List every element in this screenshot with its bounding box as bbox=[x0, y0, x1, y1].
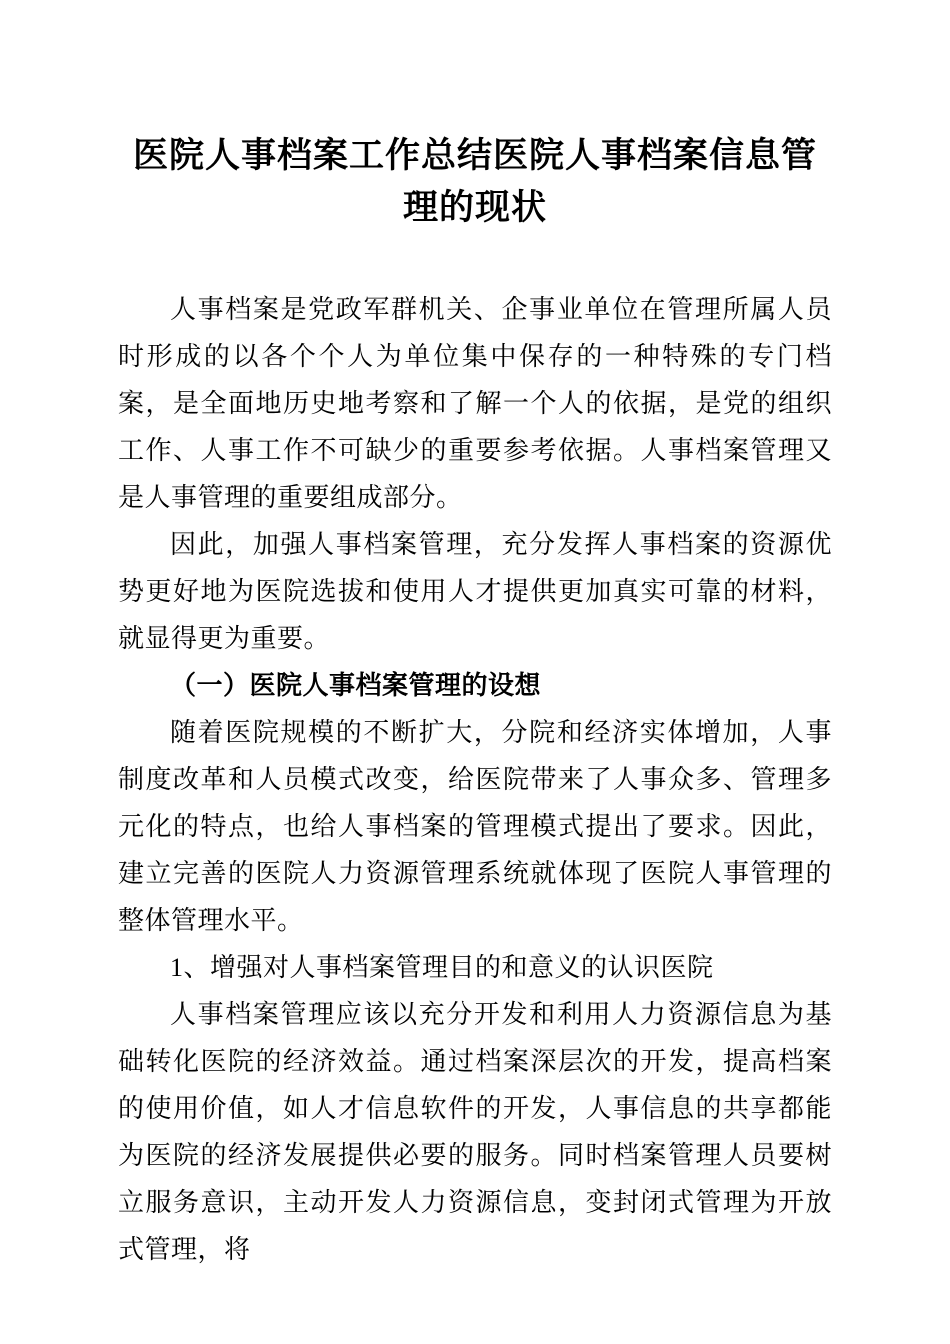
paragraph: 人事档案是党政军群机关、企事业单位在管理所属人员时形成的以各个个人为单位集中保存的一种特殊的专门档案，是全面地历史地考察和了解一个人的依据，是党的组织工作、人事工作不可缺少的重要参考依据。人事档案管理又是人事管理的重要组成部分。 bbox=[118, 295, 832, 512]
paragraph-heading: （一）医院人事档案管理的设想 bbox=[170, 671, 542, 700]
paragraph-subheading: 1、增强对人事档案管理目的和意义的认识医院 bbox=[170, 953, 714, 982]
document-body bbox=[118, 286, 832, 1273]
paragraph: 人事档案管理应该以充分开发和利用人力资源信息为基础转化医院的经济效益。通过档案深层次的开发，提高档案的使用价值，如人才信息软件的开发，人事信息的共享都能为医院的经济发展提供必要的服务。同时档案管理人员要树立服务意识，主动开发人力资源信息，变封闭式管理为开放式管理，将 bbox=[118, 1000, 832, 1264]
document-title: 医院人事档案工作总结医院人事档案信息管理的现状 bbox=[132, 136, 817, 227]
paragraph: 随着医院规模的不断扩大，分院和经济实体增加，人事制度改革和人员模式改变，给医院带来了人事众多、管理多元化的特点，也给人事档案的管理模式提出了要求。因此，建立完善的医院人力资源管理系统就体现了医院人事管理的整体管理水平。 bbox=[118, 718, 832, 935]
paragraph: 因此，加强人事档案管理，充分发挥人事档案的资源优势更好地为医院选拔和使用人才提供更加真实可靠的材料，就显得更为重要。 bbox=[118, 530, 832, 653]
